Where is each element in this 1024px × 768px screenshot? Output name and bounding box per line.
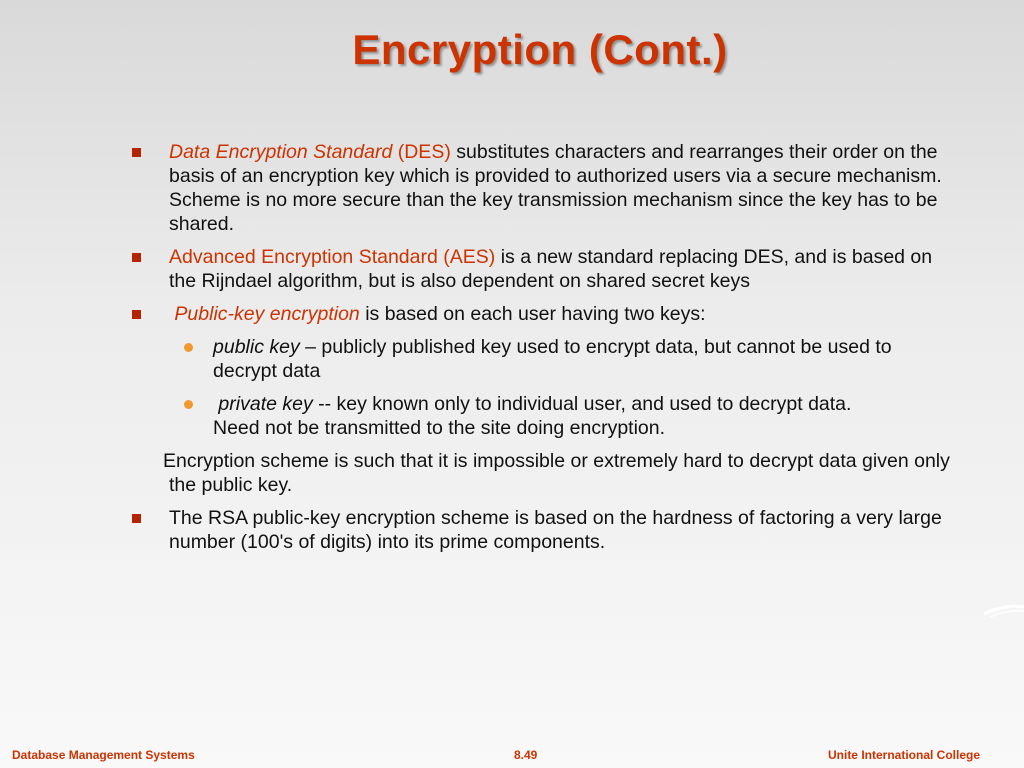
aes-text: is a new standard replacing DES, and is based on the Rijndael algorithm, but is also dependent on shared secret keys [169,246,933,292]
square-bullet-icon [132,148,141,157]
square-bullet-icon [132,310,141,319]
private-key-note: Need not be transmitted to the site doing encryption. [213,417,666,439]
bullet-des [130,140,960,236]
round-bullet-icon [184,400,193,409]
bullet-aes [130,245,960,293]
public-key-text: – publicly published key used to encrypt data, but cannot be used to decrypt data [213,336,892,382]
des-term: Data Encryption Standard [169,141,393,163]
footer-course: Database Management Systems [12,748,195,762]
pke-text: is based on each user having two keys: [365,303,706,325]
bullet-public-key-encryption [130,302,960,326]
square-bullet-icon [132,253,141,262]
subbullet-public-key [130,335,960,383]
public-key-term: public key [213,336,300,358]
des-text: substitutes characters and rearranges their order on the basis of an encryption key which is provided to authorized users via a secure mechanism. Scheme is no more secure than the key transmission mechanism since the key has to be shared. [169,141,942,235]
private-key-term: private key [218,393,313,415]
footer-institution: Unite International College [827,748,980,762]
des-abbr: (DES) [397,141,451,163]
decorative-swoosh-icon [984,604,1024,618]
aes-term: Advanced Encryption Standard (AES) [169,246,496,268]
bullet-rsa [130,506,960,554]
rsa-text: The RSA public-key encryption scheme is based on the hardness of factoring a very large number (100's of digits) into its prime components. [169,507,942,553]
round-bullet-icon [184,343,193,352]
subbullet-private-key [130,392,960,440]
private-key-text: -- key known only to individual user, and used to decrypt data. [318,393,852,415]
pke-term: Public-key encryption [174,303,360,325]
square-bullet-icon [132,514,141,523]
slide-content [130,140,960,563]
footer-page-number: 8.49 [514,748,538,762]
scheme-note: Encryption scheme is such that it is impossible or extremely hard to decrypt data given only the public key. [163,450,950,496]
slide-title: Encryption (Cont.) [352,26,728,73]
